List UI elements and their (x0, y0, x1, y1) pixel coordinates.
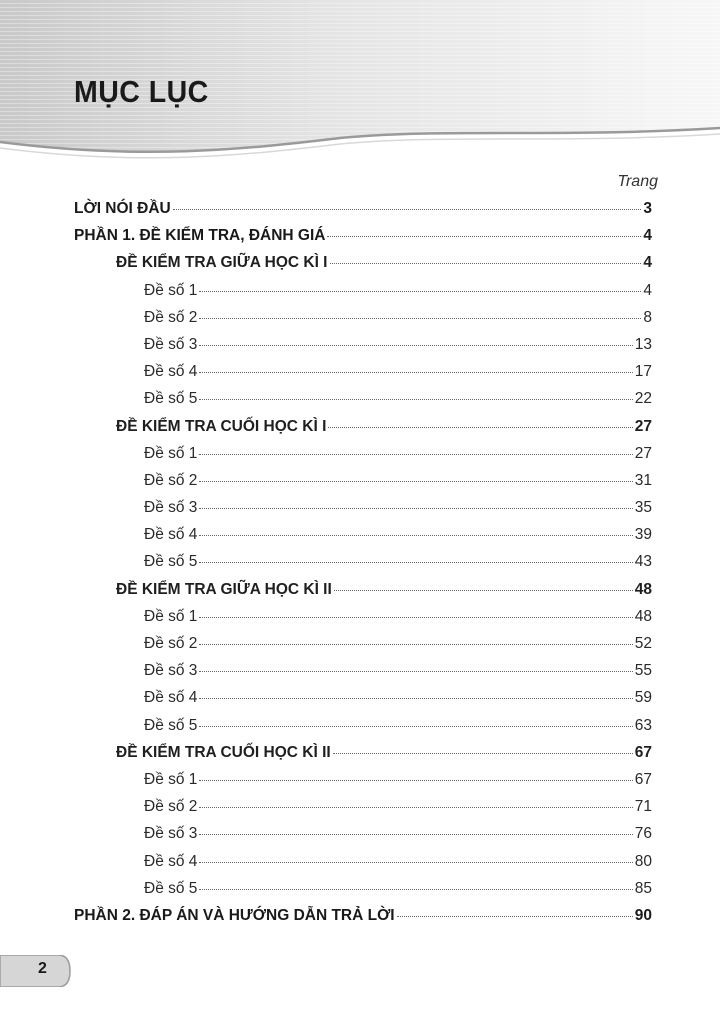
dot-leader (199, 399, 632, 400)
toc-entry-page: 22 (634, 390, 652, 408)
dot-leader (199, 698, 632, 699)
toc-subentry (74, 848, 652, 875)
toc-entry-page: 35 (634, 499, 652, 517)
toc-entry-page: 80 (634, 852, 652, 870)
dot-leader (199, 535, 632, 536)
toc-section (74, 576, 652, 603)
toc-subentry (74, 467, 652, 494)
toc-entry-page: 71 (634, 798, 652, 816)
dot-leader (173, 209, 642, 210)
toc-subentry (74, 385, 652, 412)
toc-entry-page: 48 (634, 607, 652, 625)
dot-leader (330, 263, 642, 264)
toc-entry-label: LỜI NÓI ĐẦU (74, 200, 171, 217)
toc-subentry (74, 521, 652, 548)
toc-section (74, 413, 652, 440)
toc-entry-page: 4 (643, 281, 652, 299)
toc-subentry (74, 820, 652, 847)
toc-subentry (74, 440, 652, 467)
toc-subentry (74, 494, 652, 521)
page-column-label: Trang (617, 173, 658, 190)
toc-subentry (74, 684, 652, 711)
dot-leader (327, 236, 641, 237)
toc-entry-label: Đề số 4 (144, 852, 198, 870)
page-number: 2 (38, 960, 47, 977)
dot-leader (199, 454, 632, 455)
toc-subentry (74, 358, 652, 385)
toc-subentry (74, 630, 652, 657)
toc-subentry (74, 304, 652, 331)
dot-leader (199, 617, 632, 618)
dot-leader (199, 291, 641, 292)
toc-part (74, 195, 652, 222)
toc-entry-page: 55 (634, 662, 652, 680)
toc-entry-label: Đề số 1 (144, 607, 198, 625)
toc-entry-label: ĐỀ KIỂM TRA GIỮA HỌC KÌ II (116, 580, 332, 598)
toc-part (74, 902, 652, 929)
toc-entry-page: 3 (643, 200, 652, 217)
toc-entry-label: Đề số 3 (144, 335, 198, 353)
page-number-tab (0, 955, 72, 987)
toc-entry-page: 17 (634, 363, 652, 381)
dot-leader (199, 671, 632, 672)
toc-subentry (74, 793, 652, 820)
dot-leader (333, 753, 633, 754)
toc-entry-page: 4 (643, 227, 652, 245)
toc-entry-page: 8 (643, 308, 652, 326)
toc-subentry (74, 875, 652, 902)
dot-leader (199, 834, 632, 835)
dot-leader (199, 372, 632, 373)
toc-entry-page: 27 (634, 444, 652, 462)
dot-leader (199, 318, 641, 319)
toc-entry-label: ĐỀ KIỂM TRA CUỐI HỌC KÌ I (116, 417, 327, 435)
toc-entry-label: Đề số 3 (144, 825, 198, 843)
dot-leader (328, 427, 632, 428)
toc-subentry (74, 657, 652, 684)
dot-leader (397, 916, 633, 917)
toc-entry-label: Đề số 2 (144, 798, 198, 816)
dot-leader (199, 345, 632, 346)
toc-entry-page: 52 (634, 635, 652, 652)
toc-entry-label: Đề số 1 (144, 444, 198, 462)
toc-entry-page: 31 (634, 471, 652, 489)
toc-entry-page: 48 (634, 580, 652, 598)
toc-entry-label: Đề số 1 (144, 770, 198, 788)
toc-entry-page: 63 (634, 716, 652, 734)
toc-entry-label: Đề số 2 (144, 308, 198, 326)
toc-entry-page: 13 (634, 335, 652, 353)
toc-entry-label: ĐỀ KIỂM TRA GIỮA HỌC KÌ I (116, 254, 328, 272)
page-title: MỤC LỤC (74, 74, 209, 109)
dot-leader (199, 726, 632, 727)
dot-leader (334, 590, 633, 591)
toc-entry-label: Đề số 4 (144, 526, 198, 544)
toc-entry-label: PHẦN 2. ĐÁP ÁN VÀ HƯỚNG DẪN TRẢ LỜI (74, 906, 395, 924)
toc-entry-label: Đề số 3 (144, 662, 198, 680)
toc-entry-label: Đề số 5 (144, 553, 198, 571)
toc-entry-page: 39 (634, 526, 652, 544)
toc-entry-label: ĐỀ KIỂM TRA CUỐI HỌC KÌ II (116, 743, 331, 761)
toc-entry-page: 67 (634, 743, 652, 761)
toc-entry-label: Đề số 2 (144, 471, 198, 489)
toc-part (74, 222, 652, 249)
dot-leader (199, 807, 632, 808)
toc-subentry (74, 766, 652, 793)
toc-entry-label: Đề số 4 (144, 689, 198, 707)
toc-entry-label: Đề số 1 (144, 281, 198, 299)
dot-leader (199, 644, 632, 645)
toc-entry-page: 67 (634, 770, 652, 788)
toc-entry-label: Đề số 5 (144, 879, 198, 897)
toc-entry-page: 43 (634, 553, 652, 571)
dot-leader (199, 862, 632, 863)
toc-entry-page: 4 (643, 254, 652, 272)
dot-leader (199, 889, 632, 890)
toc-section (74, 249, 652, 276)
table-of-contents (74, 195, 652, 929)
toc-entry-page: 90 (634, 906, 652, 924)
toc-entry-label: Đề số 4 (144, 363, 198, 381)
dot-leader (199, 481, 632, 482)
toc-entry-page: 27 (634, 417, 652, 435)
toc-subentry (74, 548, 652, 575)
dot-leader (199, 780, 632, 781)
toc-entry-label: Đề số 2 (144, 635, 198, 652)
toc-entry-label: PHẦN 1. ĐỀ KIỂM TRA, ĐÁNH GIÁ (74, 227, 326, 245)
toc-subentry (74, 712, 652, 739)
dot-leader (199, 562, 632, 563)
toc-entry-page: 76 (634, 825, 652, 843)
toc-subentry (74, 603, 652, 630)
toc-entry-page: 85 (634, 879, 652, 897)
toc-entry-page: 59 (634, 689, 652, 707)
toc-entry-label: Đề số 5 (144, 716, 198, 734)
toc-subentry (74, 331, 652, 358)
toc-section (74, 739, 652, 766)
toc-entry-label: Đề số 3 (144, 499, 198, 517)
toc-entry-label: Đề số 5 (144, 390, 198, 408)
dot-leader (199, 508, 632, 509)
toc-subentry (74, 277, 652, 304)
